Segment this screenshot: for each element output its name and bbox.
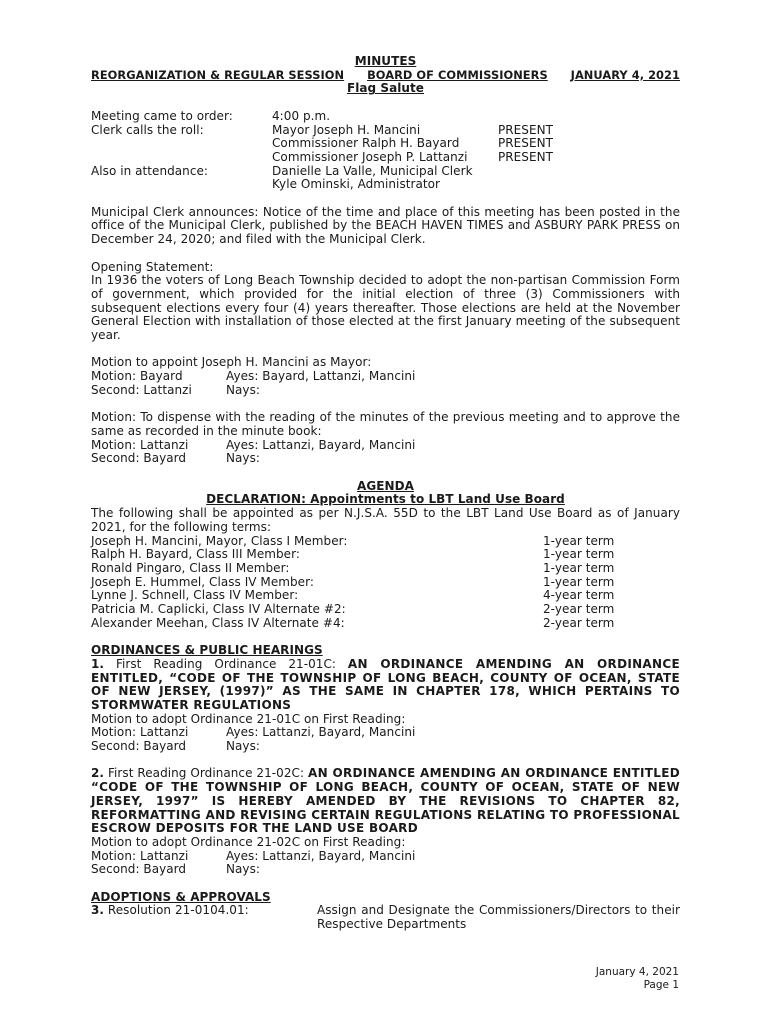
motion-by: Motion: Lattanzi [91,437,189,452]
ordinance-votes [91,726,680,753]
opening-statement: In 1936 the voters of Long Beach Township decided to adopt the non-partisan Commission Form of government, which provided for the initial election of three (3) Commissioners with subsequent elections every four (4) years thereafter. Those elections are held at the November General Election with installation of those elected at the first January meeting of the subsequent year. [91,273,680,343]
second-by: Second: Bayard [91,451,187,466]
resolution-item [91,904,680,931]
order-value: 4:00 p.m. [272,108,331,123]
declaration-title: DECLARATION: Appointments to LBT Land Use Board [206,492,565,507]
motion-mayor-title: Motion to appoint Joseph H. Mancini as Mayor: [91,355,372,370]
ordinance-title: AN ORDINANCE AMENDING AN ORDINANCE ENTITLED “CODE OF THE TOWNSHIP OF LONG BEACH, COUNTY OF OCEAN, STATE OF NEW JERSEY, 1997” IS HEREBY AMENDED BY THE REVISIONS TO CHAPTER 82, REFORMATTING AND REVISING CERTAIN REGULATIONS RELATING TO PROFESSIONAL ESCROW DEPOSITS FOR THE LAND USE BOARD [91,766,680,836]
declaration-intro: The following shall be appointed as per N.J.S.A. 55D to the LBT Land Use Board as of January 2021, for the following terms: [91,506,680,534]
minutes-body [91,55,680,932]
clerk-label: Clerk calls the roll: [91,122,204,137]
attendee: Kyle Ominski, Administrator [272,177,441,192]
nays: Nays: [226,862,260,877]
motion-by: Motion: Bayard [91,369,183,384]
term: 2-year term [543,615,615,630]
order-label: Meeting came to order: [91,108,233,123]
term: 1-year term [543,560,615,575]
adopt-motion: Motion to adopt Ordinance 21-02C on First Reading: [91,834,406,849]
item-number: 3. [91,903,105,918]
ordinance-lead: First Reading Ordinance 21-01C: [115,656,336,671]
resolution-description: Assign and Designate the Commissioners/Directors to their Respective Departments [317,903,680,932]
term: 1-year term [543,533,615,548]
second-by: Second: Bayard [91,739,187,754]
footer-date: January 4, 2021 [595,966,679,978]
appointee: Patricia M. Caplicki, Class IV Alternate #2: [91,602,346,617]
session-name: REORGANIZATION & REGULAR SESSION [91,67,345,82]
member-name: Mayor Joseph H. Mancini [272,122,421,137]
ordinance-title: AN ORDINANCE AMENDING AN ORDINANCE ENTITLED, “CODE OF THE TOWNSHIP OF LONG BEACH, COUNTY OF OCEAN, STATE OF NEW JERSEY, (1997)” AS THE SAME IN CHAPTER 178, WHICH PERTAINS TO STORMWATER REGULATIONS [91,656,680,712]
ordinance-lead: First Reading Ordinance 21-02C: [107,766,305,781]
ordinance-votes [91,850,680,877]
opening-label: Opening Statement: [91,259,214,274]
member-status: PRESENT [498,149,554,164]
appointee: Joseph H. Mancini, Mayor, Class I Member: [91,533,348,548]
clerk-announcement: Municipal Clerk announces: Notice of the time and place of this meeting has been posted in the office of the Municipal Clerk, published by the BEACH HAVEN TIMES and ASBURY PARK PRESS on December 24, 2020; and filed with the Municipal Clerk. [91,204,680,247]
appointee: Ronald Pingaro, Class II Member: [91,560,290,575]
motion-by: Motion: Lattanzi [91,848,189,863]
second-by: Second: Lattanzi [91,382,192,397]
session-header [91,69,680,83]
second-by: Second: Bayard [91,862,187,877]
motion-mayor-votes [91,370,680,397]
motion-by: Motion: Lattanzi [91,725,189,740]
attendance-label: Also in attendance: [91,163,209,178]
resolution-number: Resolution 21-0104.01: [107,903,249,918]
page-number: Page 1 [643,979,679,991]
meeting-date: JANUARY 4, 2021 [570,67,680,82]
appointee: Joseph E. Hummel, Class IV Member: [91,574,314,589]
nays: Nays: [226,382,260,397]
adopt-motion: Motion to adopt Ordinance 21-01C on First Reading: [91,711,406,726]
term: 1-year term [543,547,615,562]
ordinance-item [91,658,680,713]
nays: Nays: [226,739,260,754]
member-status: PRESENT [498,136,554,151]
attendee: Danielle La Valle, Municipal Clerk [272,163,473,178]
appointments-list [91,535,680,631]
doc-title: MINUTES [354,54,417,68]
appointee: Ralph H. Bayard, Class III Member: [91,547,300,562]
ordinance-item [91,767,680,836]
term: 4-year term [543,588,615,603]
item-number: 2. [91,766,105,781]
term: 2-year term [543,602,615,617]
motion-minutes-votes [91,439,680,466]
resolution-ref [91,904,317,931]
page-footer [596,966,679,992]
flag-salute: Flag Salute [347,81,424,96]
ayes: Ayes: Lattanzi, Bayard, Mancini [226,725,416,740]
roll-call-block [91,110,680,192]
member-status: PRESENT [498,122,554,137]
ayes: Ayes: Lattanzi, Bayard, Mancini [226,848,416,863]
motion-minutes-title: Motion: To dispense with the reading of the minutes of the previous meeting and to approve the same as recorded in the minute book: [91,410,680,438]
ayes: Ayes: Bayard, Lattanzi, Mancini [226,369,416,384]
member-name: Commissioner Ralph H. Bayard [272,136,460,151]
member-name: Commissioner Joseph P. Lattanzi [272,149,468,164]
item-number: 1. [91,656,105,671]
ordinances-title: ORDINANCES & PUBLIC HEARINGS [91,643,323,658]
nays: Nays: [226,451,260,466]
appointee: Alexander Meehan, Class IV Alternate #4: [91,615,345,630]
adoptions-title: ADOPTIONS & APPROVALS [91,889,271,904]
term: 1-year term [543,574,615,589]
ayes: Ayes: Lattanzi, Bayard, Mancini [226,437,416,452]
appointee: Lynne J. Schnell, Class IV Member: [91,588,299,603]
agenda-title: AGENDA [357,478,414,493]
board-name: BOARD OF COMMISSIONERS [367,67,548,82]
